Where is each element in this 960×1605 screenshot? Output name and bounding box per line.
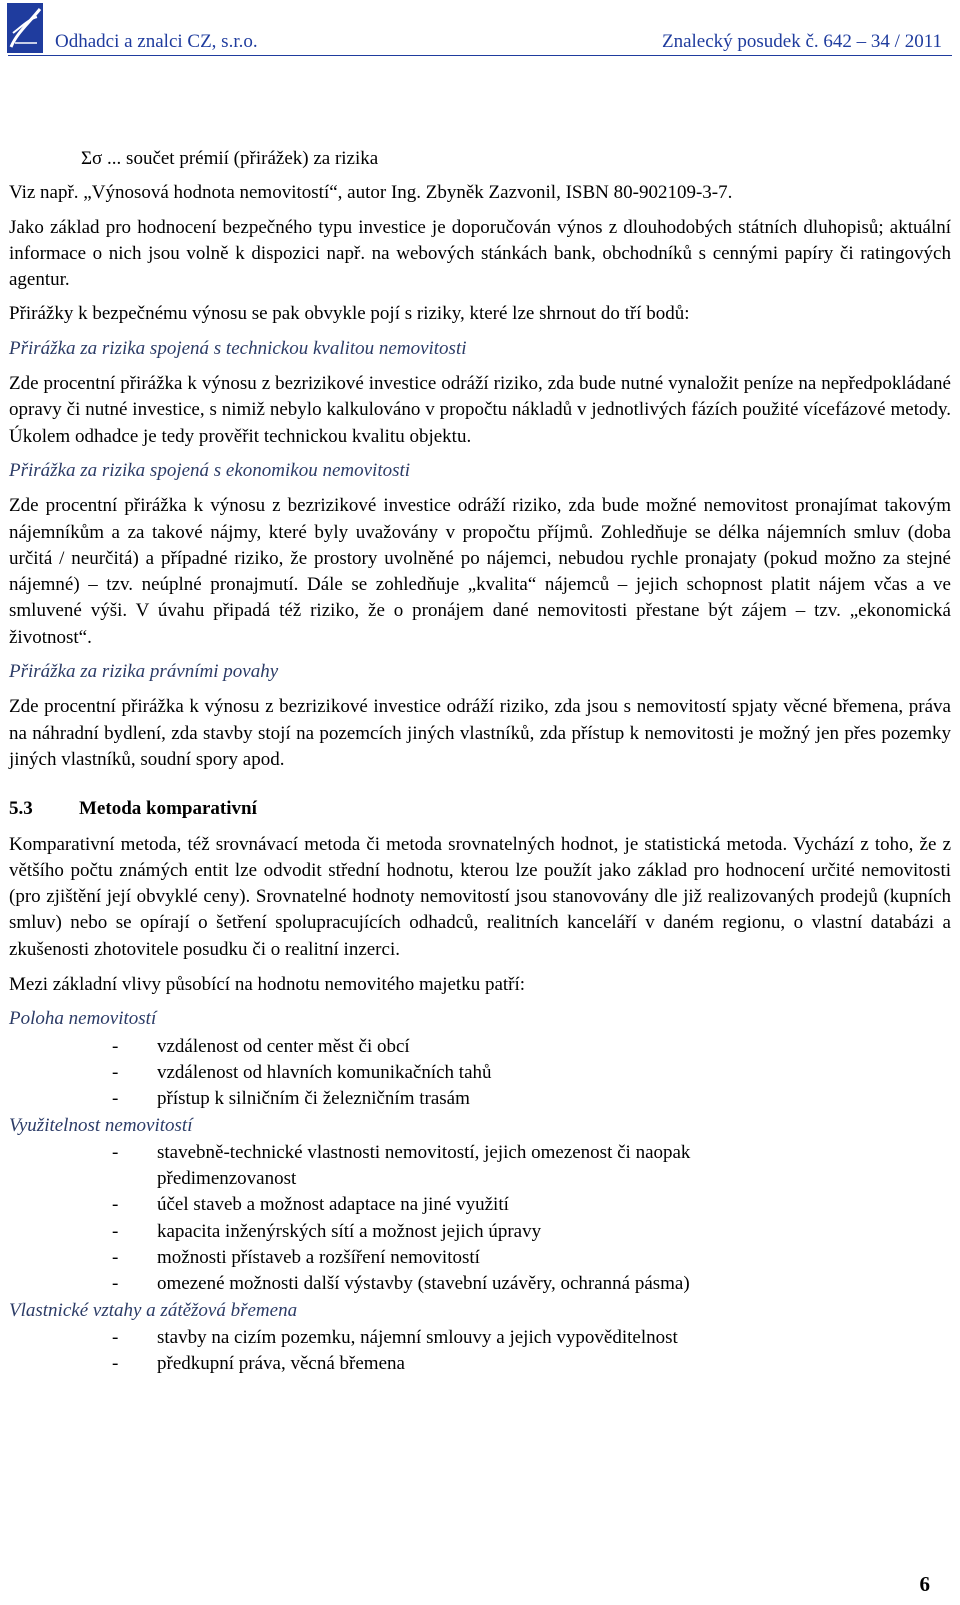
header-divider: [8, 55, 952, 56]
list-item: - vzdálenost od hlavních komunikačních tahů: [9, 1060, 951, 1086]
list-item: - vzdálenost od center měst či obcí: [9, 1034, 951, 1060]
sigma-definition: Σσ ... součet prémií (přirážek) za rizika: [81, 148, 379, 169]
technical-risk-heading: Přirážka za rizika spojená s technickou kvalitou nemovitosti: [9, 337, 467, 359]
page-number: 6: [919, 1572, 930, 1596]
ownership-heading: Vlastnické vztahy a zátěžová břemena: [9, 1299, 298, 1321]
economic-risk-text: Zde procentní přirážka k výnosu z bezrizikové investice odráží riziko, zda bude možné nemovitost pronajímat takovým nájemníkům a za takové nájmy, které byly uvažovány v propočtu příjmů. Zohledňuje se délka nájemních smluv (doba určitá / neurčitá) a případné riziko, že prostory uvolněné po nájemci, nebudou rychle pronajaty (pokud možno za stejné nájemné) – tzv. neúplné pronajmutí. Dále se zohledňuje „kvalita“ nájemců – jejich schopnost platit nájem včas a ve smluvené výši. V úvahu připadá též riziko, že o pronájem dané nemovitosti přestane být zájem – tzv. „ekonomická životnost“.: [9, 495, 951, 648]
list-item: - účel staveb a možnost adaptace na jiné využití: [9, 1192, 951, 1218]
location-list: [9, 1034, 951, 1113]
surcharges-intro: Přirážky k bezpečnému výnosu se pak obvykle pojí s riziky, které lze shrnout do tří bodů:: [9, 303, 690, 325]
list-item: - kapacita inženýrských sítí a možnost jejich úpravy: [9, 1219, 951, 1245]
influences-intro: Mezi základní vlivy působící na hodnotu nemovitého majetku patří:: [9, 974, 526, 996]
section-title: Metoda komparativní: [79, 798, 257, 820]
list-item: - přístup k silničním či železničním trasám: [9, 1086, 951, 1112]
list-item: - stavby na cizím pozemku, nájemní smlouvy a jejich vypověditelnost: [9, 1325, 951, 1351]
legal-risk-text: Zde procentní přirážka k výnosu z bezrizikové investice odráží riziko, zda jsou s nemovitostí spjaty věcné břemena, práva na náhradní bydlení, zda stavby stojí na pozemcích jiných vlastníků, zda přístup k nemovitosti je možný jen přes pozemky jiných vlastníků, soudní spory apod.: [9, 696, 951, 770]
base-paragraph: Jako základ pro hodnocení bezpečného typu investice je doporučován výnos z dlouhodobých státních dluhopisů; aktuální informace o nich jsou volně k dispozici např. na webových stánkách bank, obchodníků s cennými papíry či ratingových agentur.: [9, 216, 951, 291]
company-logo-icon: [7, 3, 43, 53]
document-body: [9, 146, 951, 1377]
usability-heading: Využitelnost nemovitostí: [9, 1114, 193, 1136]
location-heading: Poloha nemovitostí: [9, 1008, 157, 1030]
list-item: - stavebně-technické vlastnosti nemovitostí, jejich omezenost či naopak předimenzovanost: [9, 1140, 951, 1193]
technical-risk-text: Zde procentní přirážka k výnosu z bezrizikové investice odráží riziko, zda bude nutné vynaložit peníze na nepředpokládané opravy či nutné investice, s nimiž nebylo kalkulováno v propočtu nákladů v jednotlivých fázích použité vícefázové metody. Úkolem odhadce je tedy prověřit technickou kvalitu objektu.: [9, 373, 951, 447]
ownership-list: [9, 1325, 951, 1378]
section-number: 5.3: [9, 798, 33, 820]
document-reference: Znalecký posudek č. 642 – 34 / 2011: [661, 31, 942, 52]
list-item: - možnosti přístaveb a rozšíření nemovitostí: [9, 1245, 951, 1271]
page-header: [0, 0, 960, 58]
list-item: - omezené možnosti další výstavby (stavební uzávěry, ochranná pásma): [9, 1271, 951, 1297]
comparative-paragraph: Komparativní metoda, též srovnávací metoda či metoda srovnatelných hodnot, je statistická metoda. Vychází z toho, že z většího počtu známých entit lze odvodit střední hodnotu, kterou lze použít jako základ pro hodnocení určité nemovitosti (pro zjištění její obvyklé ceny). Srovnatelné hodnoty nemovitostí jsou stanovovány dle již realizovaných prodejů (kupních smluv) nebo se opírají o šetření spolupracujících odhadců, realitních kanceláří v daném regionu, o vlastní databázi a zkušenosti zhotovitele posudku či o realitní inzerci.: [9, 833, 951, 960]
section-heading: [9, 796, 951, 822]
company-name: Odhadci a znalci CZ, s.r.o.: [55, 31, 258, 52]
reference-paragraph: Viz např. „Výnosová hodnota nemovitostí“, autor Ing. Zbyněk Zazvonil, ISBN 80-902109-3-7.: [9, 182, 733, 204]
legal-risk-heading: Přirážka za rizika právními povahy: [9, 661, 279, 683]
usability-list: [9, 1140, 951, 1298]
list-item: - předkupní práva, věcná břemena: [9, 1351, 951, 1377]
economic-risk-heading: Přirážka za rizika spojená s ekonomikou nemovitosti: [9, 459, 411, 481]
